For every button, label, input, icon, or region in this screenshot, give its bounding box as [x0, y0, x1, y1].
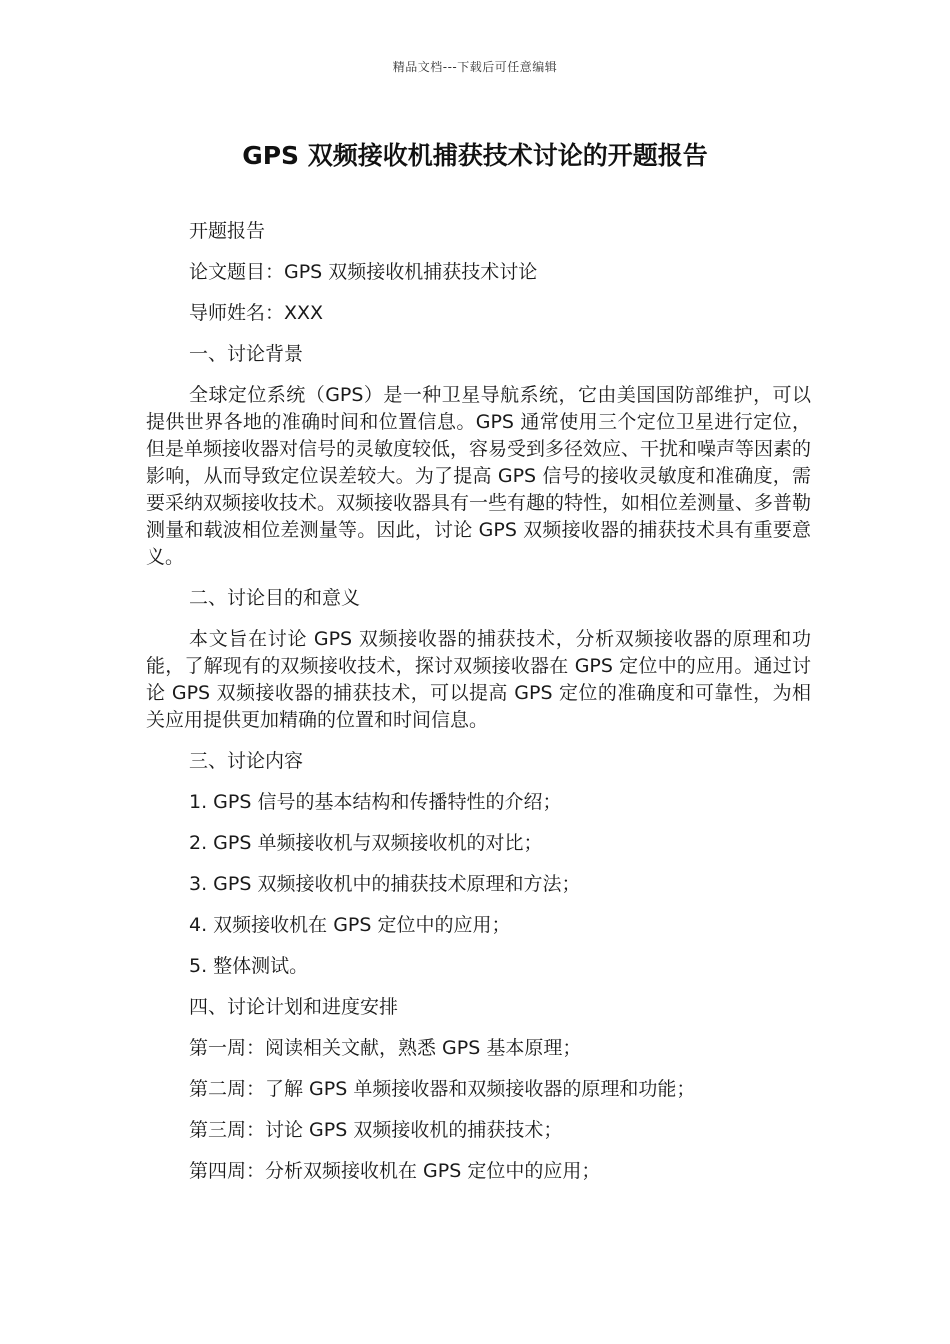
schedule-item: 第三周：讨论 GPS 双频接收机的捕获技术；	[189, 1119, 563, 1141]
list-item: 3. GPS 双频接收机中的捕获技术原理和方法；	[189, 873, 581, 895]
list-item: 4. 双频接收机在 GPS 定位中的应用；	[189, 914, 511, 936]
list-item: 1. GPS 信号的基本结构和传播特性的介绍；	[189, 791, 562, 813]
section-heading-background: 一、讨论背景	[189, 343, 304, 365]
advisor-name: 导师姓名：XXX	[189, 302, 324, 324]
report-label: 开题报告	[189, 220, 266, 242]
document-body	[146, 218, 811, 1199]
schedule-item: 第一周：阅读相关文献，熟悉 GPS 基本原理；	[189, 1037, 582, 1059]
schedule-item: 第四周：分析双频接收机在 GPS 定位中的应用；	[189, 1160, 601, 1182]
section-heading-schedule: 四、讨论计划和进度安排	[189, 996, 399, 1018]
thesis-topic: 论文题目：GPS 双频接收机捕获技术讨论	[189, 261, 538, 283]
section-heading-content: 三、讨论内容	[189, 750, 304, 772]
background-paragraph: 全球定位系统（GPS）是一种卫星导航系统，它由美国国防部维护，可以提供世界各地的准确时间和位置信息。GPS 通常使用三个定位卫星进行定位，但是单频接收器对信号的灵敏度较低，容易受到多径效应、干扰和噪声等因素的影响，从而导致定位误差较大。为了提高 GPS 信号的接收灵敏度和准确度，需要采纳双频接收技术。双频接收器具有一些有趣的特性，如相位差测量、多普勒测量和载波相位差测量等。因此，讨论 GPS 双频接收器的捕获技术具有重要意义。	[146, 384, 812, 568]
list-item: 2. GPS 单频接收机与双频接收机的对比；	[189, 832, 543, 854]
header-note: 精品文档---下载后可任意编辑	[392, 60, 558, 74]
schedule-item: 第二周：了解 GPS 单频接收器和双频接收器的原理和功能；	[189, 1078, 696, 1100]
document-title: GPS 双频接收机捕获技术讨论的开题报告	[242, 141, 708, 170]
purpose-paragraph: 本文旨在讨论 GPS 双频接收器的捕获技术，分析双频接收器的原理和功能，了解现有的双频接收技术，探讨双频接收器在 GPS 定位中的应用。通过讨论 GPS 双频接收器的捕获技术，可以提高 GPS 定位的准确度和可靠性，为相关应用提供更加精确的位置和时间信息。	[146, 628, 811, 731]
section-heading-purpose: 二、讨论目的和意义	[189, 587, 361, 609]
list-item: 5. 整体测试。	[189, 955, 309, 977]
